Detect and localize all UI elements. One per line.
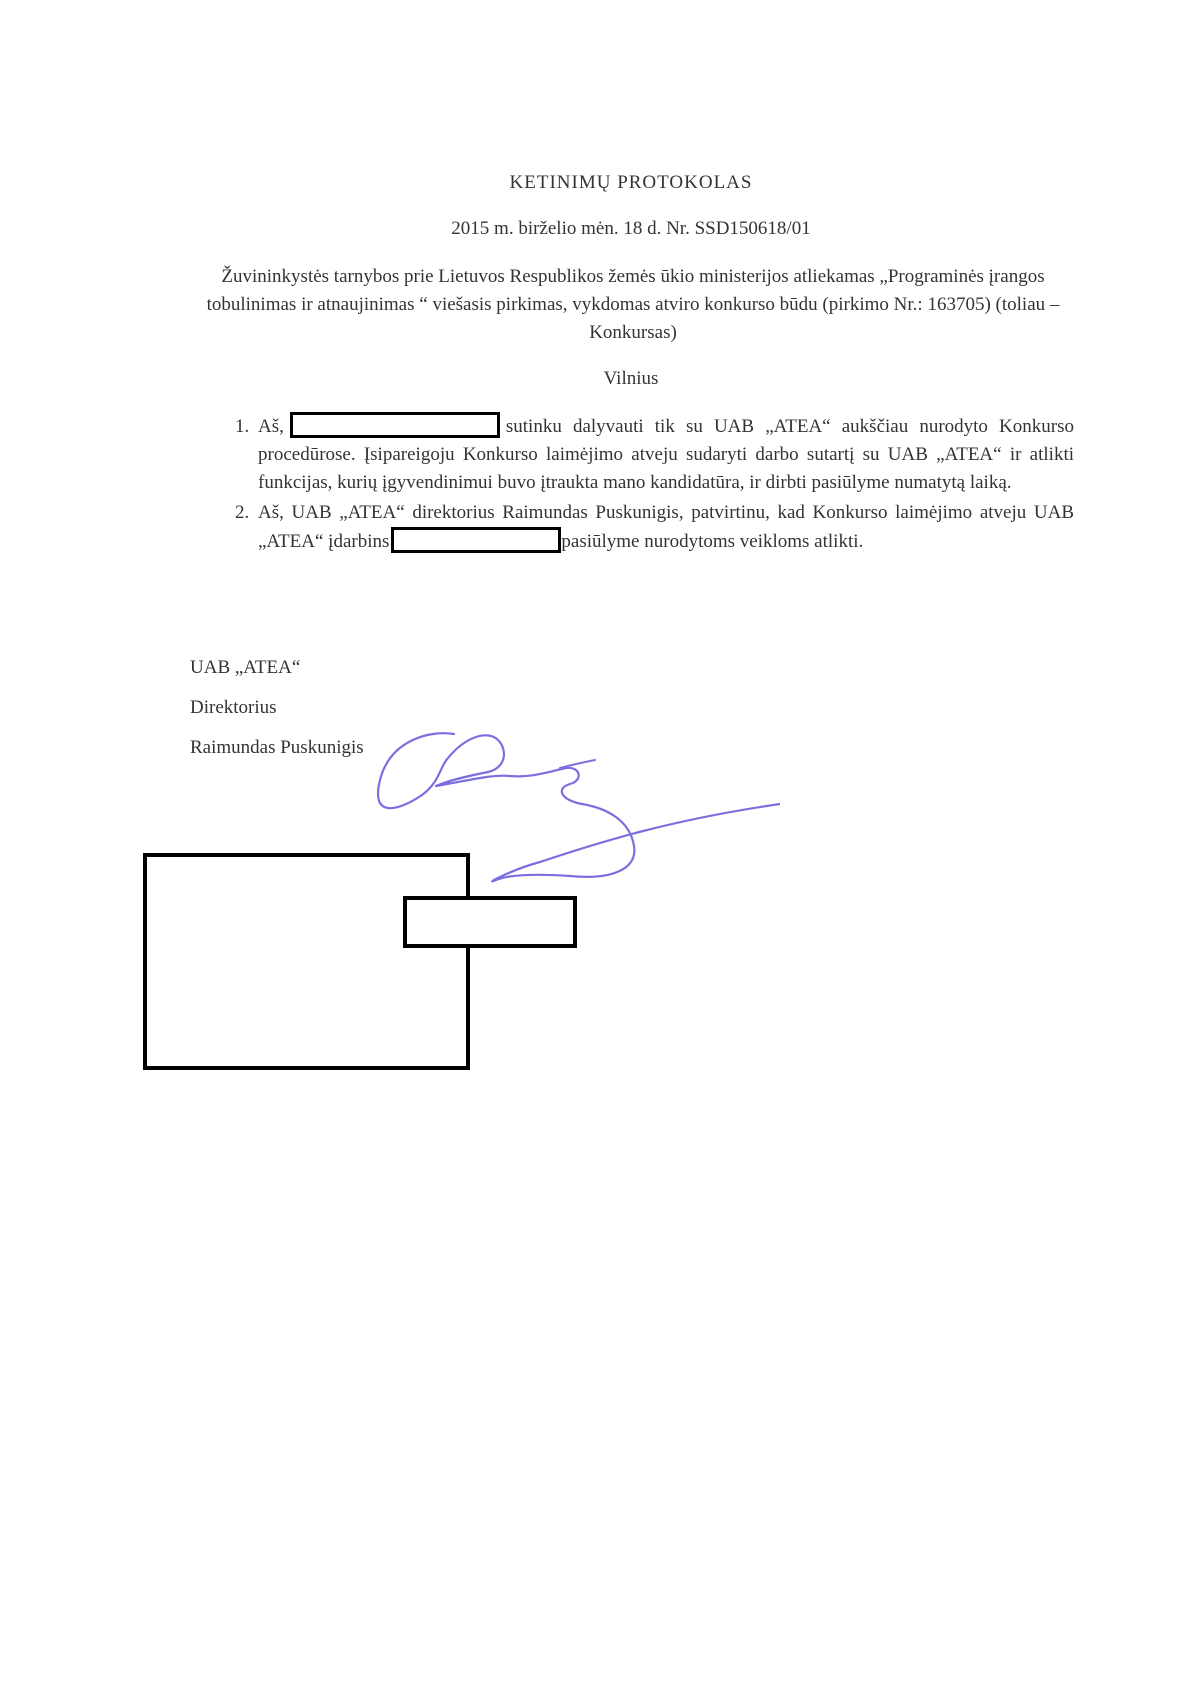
signatory-block xyxy=(190,648,364,768)
redacted-stamp-label-box xyxy=(403,896,577,948)
statement-2-before: Aš, UAB „ATEA“ direktorius Raimundas Puskunigis, patvirtinu, kad Konkurso laimėjimo atveju UAB „ATEA“ įdarbins xyxy=(258,502,1074,552)
statement-2-after: pasiūlyme nurodytoms veikloms atlikti. xyxy=(561,531,864,552)
document-city: Vilnius xyxy=(603,368,659,389)
statement-item-1 xyxy=(254,412,1074,497)
document-date-number: 2015 m. birželio mėn. 18 d. Nr. SSD150618/01 xyxy=(451,218,811,239)
statement-1-after: sutinku dalyvauti tik su UAB „ATEA“ aukščiau nurodyto Konkurso procedūrose. Įsipareigoju Konkurso laimėjimo atveju sudaryti darbo sutartį su UAB „ATEA“ ir atlikti funkcijas, kurių įgyvendinimui buvo įtraukta mano kandidatūra, ir dirbti pasiūlyme numatytą laiką. xyxy=(258,416,1074,493)
signatory-company: UAB „ATEA“ xyxy=(190,657,301,678)
redacted-stamp-box xyxy=(143,853,470,1070)
document-title: KETINIMŲ PROTOKOLAS xyxy=(509,172,753,193)
signatory-position: Direktorius xyxy=(190,697,277,718)
statement-list xyxy=(200,412,1074,558)
document-intro: Žuvininkystės tarnybos prie Lietuvos Respublikos žemės ūkio ministerijos atliekamas „Programinės įrangos tobulinimas ir atnaujinimas “ viešasis pirkimas, vykdomas atviro konkurso būdu (pirkimo Nr.: 163705) (toliau – Konkursas) xyxy=(206,266,1060,343)
statement-item-2 xyxy=(254,499,1074,556)
redacted-name-box xyxy=(290,412,500,438)
signatory-name: Raimundas Puskunigis xyxy=(190,737,364,758)
statement-1-before: Aš, xyxy=(258,416,284,437)
redacted-name-box xyxy=(391,527,561,553)
